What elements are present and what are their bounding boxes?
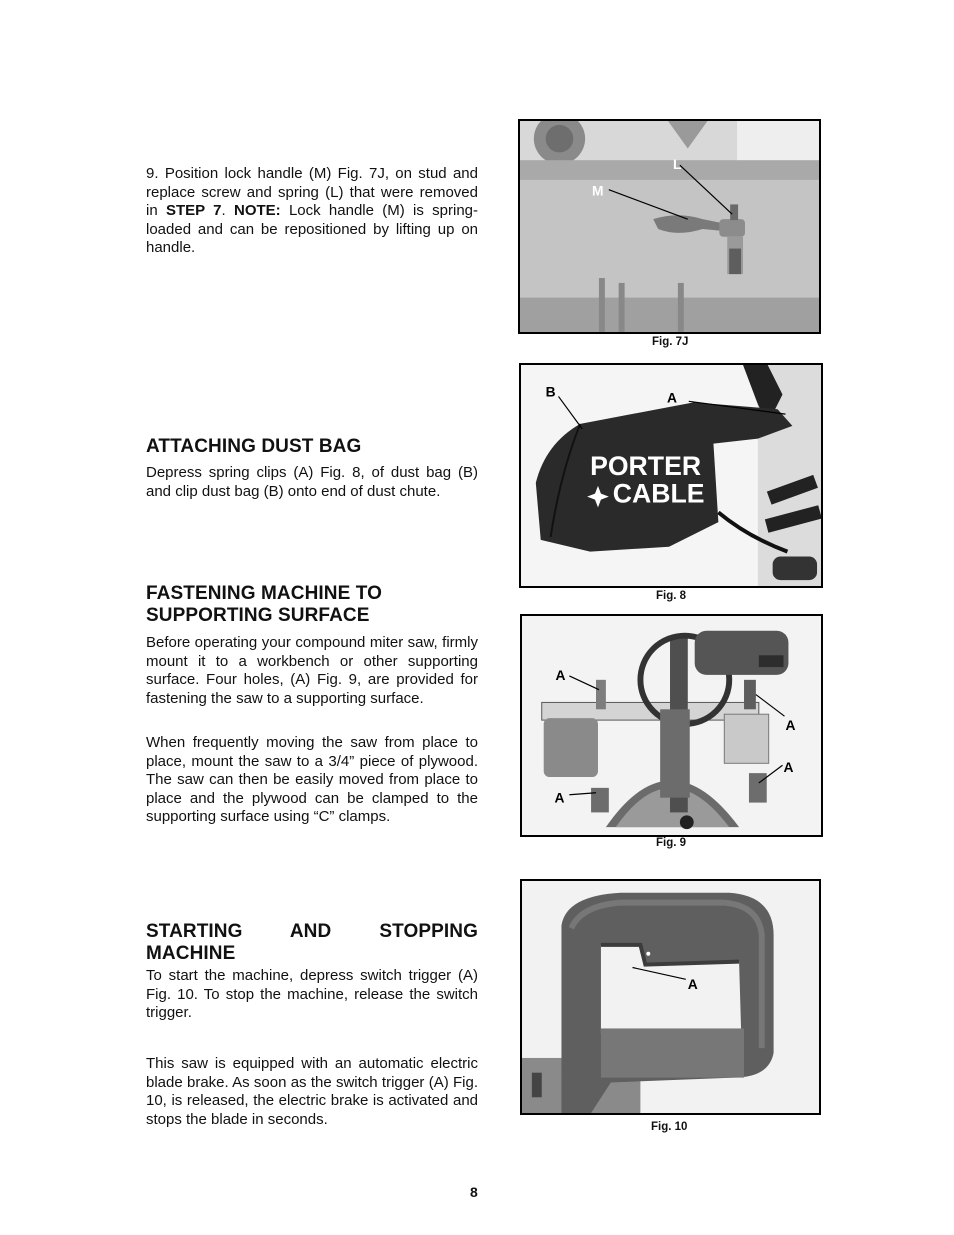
fig8-photo	[519, 363, 823, 588]
fig9-caption: Fig. 9	[656, 837, 687, 849]
starting-heading-line2: MACHINE	[146, 943, 236, 964]
step9-text-b: .	[221, 202, 234, 220]
fig7j-label-l: L	[672, 157, 682, 173]
starting-heading	[146, 921, 478, 965]
fig8-logo-line2: CABLE	[612, 478, 705, 509]
fig7j-photo	[518, 119, 821, 334]
fig10-label-a: A	[687, 977, 698, 993]
fig8-caption: Fig. 8	[656, 590, 687, 602]
fig9-label-a-4: A	[554, 790, 565, 806]
page-number: 8	[470, 1184, 478, 1200]
fastening-body-1: Before operating your compound miter saw, firmly mount it to a workbench or other supporting surface. Four holes, (A) Fig. 9, are provided for fastening the saw to a supporting surface.	[146, 634, 478, 707]
step9-bold-note: NOTE:	[233, 202, 281, 220]
starting-heading-line1: STARTING AND STOPPING	[146, 921, 478, 942]
fig8-logo-line1: PORTER	[590, 451, 702, 481]
step9-text-c: Lock handle (M) is spring-loaded and can be repositioned by lifting up on handle.	[146, 202, 479, 257]
fig7j-caption: Fig. 7J	[652, 336, 689, 348]
fig7j-label-m: M	[592, 183, 604, 199]
fig10-caption: Fig. 10	[651, 1121, 688, 1133]
step9-paragraph	[146, 165, 478, 258]
starting-body-1: To start the machine, depress switch trigger (A) Fig. 10. To stop the machine, release the switch trigger.	[146, 967, 478, 1022]
dust-bag-heading: ATTACHING DUST BAG	[146, 436, 362, 457]
fig8-label-b: B	[545, 384, 556, 400]
starting-body-2: This saw is equipped with an automatic electric blade brake. As soon as the switch trigger (A) Fig. 10, is released, the electric brake is activated and stops the blade in seconds.	[146, 1055, 478, 1128]
fastening-heading	[146, 583, 478, 627]
fastening-heading-line1: FASTENING MACHINE TO	[146, 583, 382, 604]
step9-bold-step7: STEP 7	[165, 202, 222, 220]
step9-text-a: 9. Position lock handle (M) Fig. 7J, on stud and replace screw and spring (L) that were removed in	[146, 165, 478, 220]
fig9-label-a-2: A	[785, 717, 796, 733]
fastening-body-2: When frequently moving the saw from place to place, mount the saw to a 3/4” piece of plywood. The saw can then be easily moved from place to place and the plywood can be clamped to the supporting surface using “C” clamps.	[146, 734, 478, 826]
fig9-photo	[520, 614, 823, 837]
fig10-photo	[520, 879, 821, 1115]
fig8-label-a: A	[667, 390, 678, 406]
fastening-heading-line2: SUPPORTING SURFACE	[146, 605, 370, 626]
fig9-label-a-3: A	[783, 760, 794, 776]
dust-bag-body: Depress spring clips (A) Fig. 8, of dust bag (B) and clip dust bag (B) onto end of dust chute.	[146, 464, 478, 500]
fig9-label-a-1: A	[555, 667, 566, 683]
